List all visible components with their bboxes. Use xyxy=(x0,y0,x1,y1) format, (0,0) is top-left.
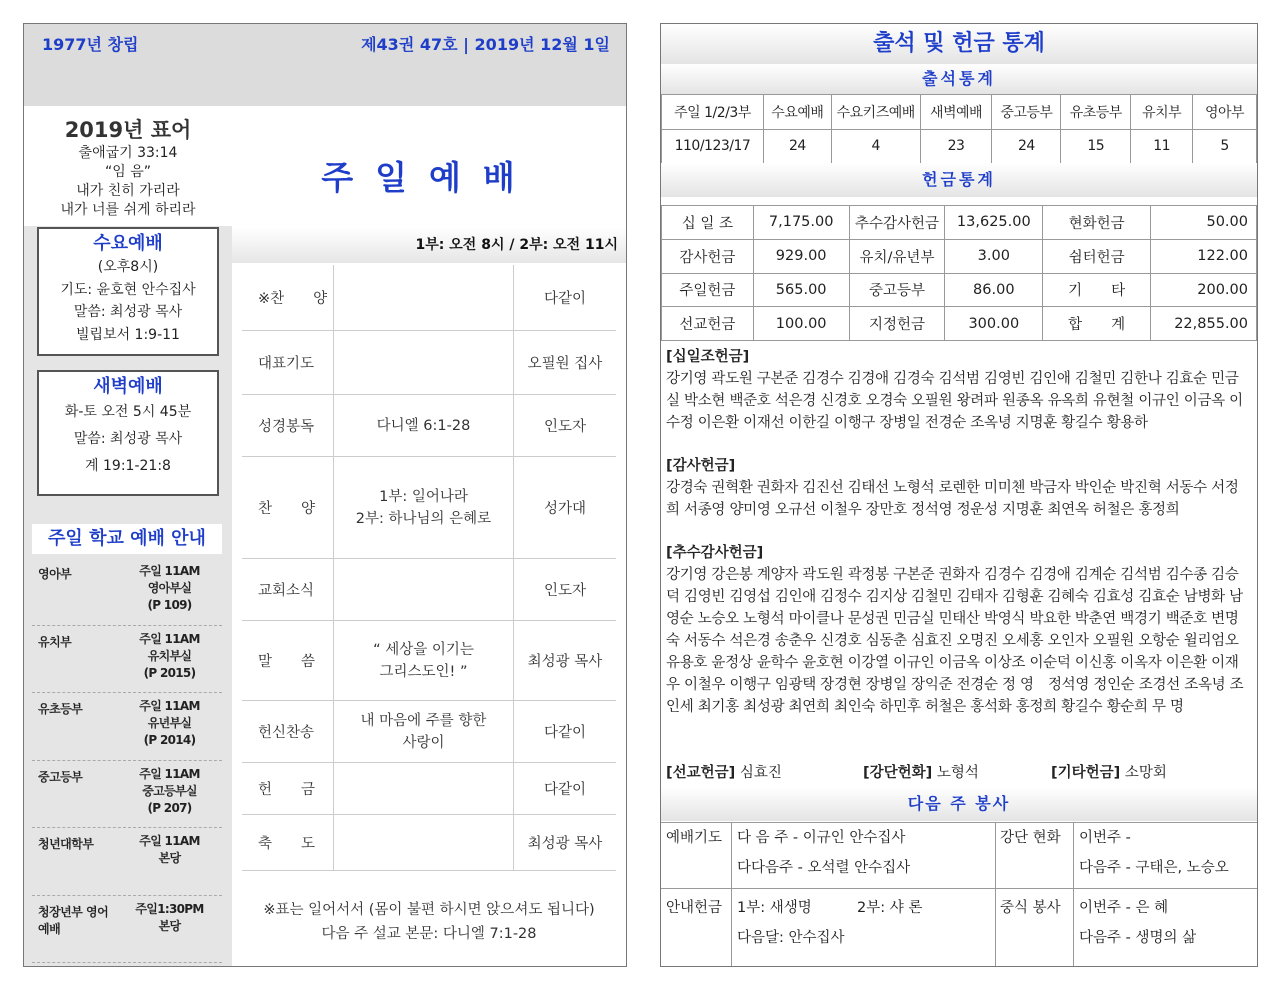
school-info-line: 주일 11AM xyxy=(139,564,200,578)
usher-service2: 2부: 샤 론 xyxy=(857,900,923,916)
next-sermon-text: 다음 주 설교 본문: 다니엘 7:1-28 xyxy=(321,926,537,942)
offering-label: 유치/유년부 xyxy=(849,239,945,273)
school-info-line: 본당 xyxy=(158,918,181,933)
order-item: 말 씀 xyxy=(242,621,334,700)
offering-amount: 565.00 xyxy=(753,273,849,307)
order-row xyxy=(242,815,616,871)
dawn-scripture: 계 19:1-21:8 xyxy=(85,458,171,474)
prayer-after-next: 다다음주 - 오석렬 안수집사 xyxy=(737,860,911,876)
flower-label: 강단 현화 xyxy=(1000,830,1061,846)
main-service-title: 주일예배 xyxy=(321,158,537,197)
school-info-line: 주일 11AM xyxy=(139,766,200,781)
offering-amount: 3.00 xyxy=(945,239,1043,273)
order-of-worship xyxy=(242,265,616,871)
wednesday-service-title: 수요예배 xyxy=(93,233,163,254)
donor-group xyxy=(666,455,1252,521)
usher-label: 안내헌금 xyxy=(666,900,723,916)
order-content xyxy=(334,815,514,870)
flower-this-week: 이번주 - xyxy=(1079,830,1131,846)
flower-next-week: 다음주 - 구태은, 노승오 xyxy=(1079,860,1229,876)
next-row-1 xyxy=(661,822,1257,888)
school-dept: 유초등부 xyxy=(38,702,83,716)
school-info-line: 주일 11AM xyxy=(139,699,200,713)
attendance-header: 유초등부 xyxy=(1061,95,1131,130)
offering-label: 추수감사헌금 xyxy=(849,206,945,240)
motto-line: 내가 친히 가리라 xyxy=(76,183,180,199)
school-info-line: 중고등부실 xyxy=(142,783,197,798)
attendance-value: 110/123/17 xyxy=(662,129,764,164)
order-item: 성경봉독 xyxy=(242,395,334,456)
sunday-school-table xyxy=(32,558,222,963)
offering-row xyxy=(662,206,1257,240)
order-row xyxy=(242,331,616,395)
order-row xyxy=(242,265,616,331)
dawn-service-box xyxy=(37,370,219,496)
attendance-header: 수요키즈예배 xyxy=(831,95,920,130)
school-row xyxy=(32,626,222,694)
sunday-school-title: 주일 학교 예배 안내 xyxy=(32,524,222,554)
order-row xyxy=(242,763,616,815)
order-content xyxy=(334,331,514,394)
wednesday-time: (오후8시) xyxy=(97,259,159,275)
divider xyxy=(1073,822,1074,966)
order-content-text: 1부: 일어나라 2부: 하나님의 은혜로 xyxy=(355,488,492,527)
order-content-text: “ 세상을 이기는 그리스도인! ” xyxy=(373,641,474,680)
order-leader: 다같이 xyxy=(543,725,587,741)
donor-group xyxy=(666,346,1252,434)
order-row xyxy=(242,457,616,559)
divider xyxy=(995,822,996,966)
school-dept: 중고등부 xyxy=(38,769,83,784)
order-leader: 인도자 xyxy=(543,583,587,599)
offering-label: 합 계 xyxy=(1043,307,1151,341)
donor-names: 강기영 강은봉 계양자 곽도원 곽정봉 구본준 권화자 김경수 김경애 김계순 김석범 김수종 김승덕 김영빈 김영섭 김인애 김정수 김지상 김철민 김태자 김형훈 김혜숙 김효성 김효순 남병화 남영순 노승오 노형석 마이클나 문성권 민금실 민태산 박영식 박요한 박춘연 백경기 백준호 변명숙 서동수 석은경 송춘우 신경호 심동춘 심효진 오명진 오세홍 오인자 오필원 오항순 윌리엄오 유용호 윤정상 윤학수 윤호현 이강열 이규인 이금옥 이상조 이순덕 이신홍 이옥자 이은환 이재우 이철우 이행구 임광택 장경현 장병일 장익준 전경순 정 영 정석영 정인순 조경선 조옥녕 조인세 최기홍 최성광 최연희 최인숙 하민후 허철은 홍석화 홍정희 황길수 황순희 무 명 xyxy=(666,567,1244,715)
sidebar xyxy=(24,106,232,967)
usher-next-month: 다음달: 안수집사 xyxy=(737,930,845,946)
school-info xyxy=(117,693,222,760)
school-info xyxy=(117,896,222,963)
order-leader: 성가대 xyxy=(543,501,587,517)
bulletin-header xyxy=(24,24,626,106)
next-row-2 xyxy=(661,888,1257,966)
order-item: 대표기도 xyxy=(242,331,334,394)
donor-group-title: [감사헌금] xyxy=(666,458,736,474)
stats-title: 출석 및 헌금 통계 xyxy=(661,24,1257,64)
school-info-line: 주일 11AM xyxy=(139,631,200,646)
bulletin-stats-page xyxy=(660,23,1258,967)
school-row xyxy=(32,558,222,626)
offering-row xyxy=(662,307,1257,341)
offering-amount: 200.00 xyxy=(1151,273,1257,307)
order-row xyxy=(242,621,616,701)
school-info-line: 유년부실 xyxy=(147,716,192,730)
order-content-text: 내 마음에 주를 향한 사랑이 xyxy=(360,712,487,751)
offering-amount: 13,625.00 xyxy=(945,206,1043,240)
special-offering-label: [선교헌금] xyxy=(666,765,736,781)
attendance-header: 유치부 xyxy=(1131,95,1193,130)
offering-amount: 7,175.00 xyxy=(753,206,849,240)
donor-list xyxy=(666,346,1252,739)
order-leader: 다같이 xyxy=(543,291,587,307)
school-info-line: (P 109) xyxy=(147,598,192,612)
special-offering xyxy=(1051,761,1167,782)
order-leader: 다같이 xyxy=(543,782,587,798)
offering-title: 헌금통계 xyxy=(661,163,1257,197)
order-item: 교회소식 xyxy=(242,559,334,620)
issue-info: 제43권 47호 | 2019년 12월 1일 xyxy=(361,35,610,54)
school-dept: 청년대학부 xyxy=(38,837,94,851)
school-dept: 영아부 xyxy=(38,567,72,581)
attendance-header: 수요예배 xyxy=(763,95,831,130)
order-leader: 최성광 목사 xyxy=(527,654,603,670)
wednesday-preacher: 말씀: 최성광 목사 xyxy=(73,304,183,320)
attendance-value: 4 xyxy=(831,129,920,164)
meal-label: 중식 봉사 xyxy=(1000,900,1061,916)
year-motto xyxy=(24,106,232,226)
attendance-value: 5 xyxy=(1193,129,1257,164)
offering-amount: 300.00 xyxy=(945,307,1043,341)
school-info-line: 본당 xyxy=(158,851,181,865)
offering-label: 쉼터헌금 xyxy=(1043,239,1151,273)
offering-amount: 929.00 xyxy=(753,239,849,273)
offering-amount: 86.00 xyxy=(945,273,1043,307)
founded-year: 1977년 창립 xyxy=(42,35,139,54)
school-info-line: 영아부실 xyxy=(147,581,192,595)
offering-label: 선교헌금 xyxy=(662,307,754,341)
attendance-value: 23 xyxy=(920,129,992,164)
motto-line: 출애굽기 33:14 xyxy=(78,145,178,161)
order-content xyxy=(334,701,514,762)
order-leader: 인도자 xyxy=(543,419,587,435)
motto-line: 내가 너를 쉬게 하리라 xyxy=(60,202,196,218)
offering-label: 기 타 xyxy=(1043,273,1151,307)
motto-line: “임 음” xyxy=(104,164,151,180)
offering-label: 감사헌금 xyxy=(662,239,754,273)
order-content xyxy=(334,457,514,558)
offering-table xyxy=(661,205,1257,341)
order-leader: 오필원 집사 xyxy=(527,356,603,372)
offering-row xyxy=(662,239,1257,273)
attendance-header: 새벽예배 xyxy=(920,95,992,130)
offering-amount: 22,855.00 xyxy=(1151,307,1257,341)
offering-label: 지정헌금 xyxy=(849,307,945,341)
school-dept: 청장년부 영어예배 xyxy=(38,904,109,936)
school-row xyxy=(32,693,222,761)
special-offering-label: [강단헌화] xyxy=(863,765,933,781)
attendance-header: 중고등부 xyxy=(992,95,1061,130)
meal-next-week: 다음주 - 생명의 삶 xyxy=(1079,930,1197,946)
attendance-value: 11 xyxy=(1131,129,1193,164)
school-info-line: 유치부실 xyxy=(147,648,192,663)
order-content xyxy=(334,621,514,700)
school-info-line: (P 207) xyxy=(147,800,192,815)
divider xyxy=(731,822,732,966)
attendance-value: 24 xyxy=(992,129,1061,164)
offering-amount: 122.00 xyxy=(1151,239,1257,273)
attendance-table xyxy=(661,94,1257,164)
order-content xyxy=(334,395,514,456)
offering-label: 주일헌금 xyxy=(662,273,754,307)
usher-service1: 1부: 새생명 xyxy=(737,900,812,916)
offering-amount: 50.00 xyxy=(1151,206,1257,240)
wednesday-service-box xyxy=(37,227,219,356)
meal-this-week: 이번주 - 은 혜 xyxy=(1079,900,1169,916)
school-row xyxy=(32,828,222,896)
school-dept: 유치부 xyxy=(38,634,72,649)
attendance-title: 출석통계 xyxy=(661,64,1257,94)
offering-label: 십 일 조 xyxy=(662,206,754,240)
school-row xyxy=(32,761,222,829)
order-row xyxy=(242,701,616,763)
donor-names: 강경숙 권혁환 권화자 김진선 김태선 노형석 로렌한 미미첸 박금자 박인순 박진혁 서동수 서정희 서종영 양미영 오규선 이철우 장만호 정석영 정운성 지명훈 최연옥 허철은 홍정희 xyxy=(666,480,1239,518)
donor-group-title: [십일조헌금] xyxy=(666,349,750,365)
donor-group-title: [추수감사헌금] xyxy=(666,545,764,561)
offering-amount: 100.00 xyxy=(753,307,849,341)
dawn-service-title: 새벽예배 xyxy=(93,376,163,397)
wednesday-scripture: 빌립보서 1:9-11 xyxy=(76,326,180,343)
order-item: ※찬 양 xyxy=(242,265,334,330)
order-content xyxy=(334,559,514,620)
school-info xyxy=(117,828,222,895)
standing-note: ※표는 일어서서 (몸이 불편 하시면 앉으셔도 됩니다) xyxy=(263,902,595,918)
special-offering-name: 노형석 xyxy=(936,765,979,781)
order-row xyxy=(242,395,616,457)
special-offering-name: 심효진 xyxy=(739,765,782,781)
special-offering xyxy=(863,761,979,782)
school-info xyxy=(117,626,222,693)
order-item: 헌신찬송 xyxy=(242,701,334,762)
order-content-text: 다니엘 6:1-28 xyxy=(376,417,471,434)
school-info xyxy=(117,558,222,625)
school-info xyxy=(117,761,222,828)
special-offering xyxy=(666,761,782,782)
next-week-service-title: 다음 주 봉사 xyxy=(661,787,1257,821)
special-offering-label: [기타헌금] xyxy=(1051,765,1121,781)
attendance-value: 15 xyxy=(1061,129,1131,164)
order-item: 축 도 xyxy=(242,815,334,870)
order-item: 찬 양 xyxy=(242,457,334,558)
prayer-next: 다 음 주 - 이규인 안수집사 xyxy=(737,830,906,846)
offering-row xyxy=(662,273,1257,307)
order-content xyxy=(334,265,514,330)
donor-group xyxy=(666,542,1252,718)
offering-label: 현화헌금 xyxy=(1043,206,1151,240)
order-content xyxy=(334,763,514,814)
attendance-header: 영아부 xyxy=(1193,95,1257,130)
school-info-line: (P 2014) xyxy=(143,733,196,747)
attendance-value: 24 xyxy=(763,129,831,164)
school-info-line: 주일1:30PM xyxy=(135,901,204,916)
school-info-line: 주일 11AM xyxy=(139,834,200,848)
motto-title: 2019년 표어 xyxy=(64,118,192,142)
bulletin-front-page xyxy=(23,23,627,967)
footnote xyxy=(232,898,626,946)
order-leader: 최성광 목사 xyxy=(527,836,603,852)
special-offering-name: 소망회 xyxy=(1124,765,1167,781)
school-info-line: (P 2015) xyxy=(143,665,196,680)
order-row xyxy=(242,559,616,621)
attendance-header: 주일 1/2/3부 xyxy=(662,95,764,130)
school-row xyxy=(32,896,222,964)
wednesday-prayer: 기도: 윤호현 안수집사 xyxy=(60,281,196,298)
dawn-preacher: 말씀: 최성광 목사 xyxy=(73,431,183,447)
donor-names: 강기영 곽도원 구본준 김경수 김경애 김경숙 김석범 김영빈 김인애 김철민 김한나 김효순 민금실 박소현 백준호 석은경 신경호 오경숙 오필원 왕려파 원종옥 유옥희 유현철 이규인 이금옥 이수정 이은환 이재선 이한길 이행구 장병일 전경순 조옥녕 지명훈 황길수 황용하 xyxy=(666,371,1243,431)
order-item: 헌 금 xyxy=(242,763,334,814)
dawn-time: 화-토 오전 5시 45분 xyxy=(64,404,192,420)
offering-label: 중고등부 xyxy=(849,273,945,307)
service-time: 1부: 오전 8시 / 2부: 오전 11시 xyxy=(232,227,626,263)
prayer-label: 예배기도 xyxy=(666,830,723,846)
